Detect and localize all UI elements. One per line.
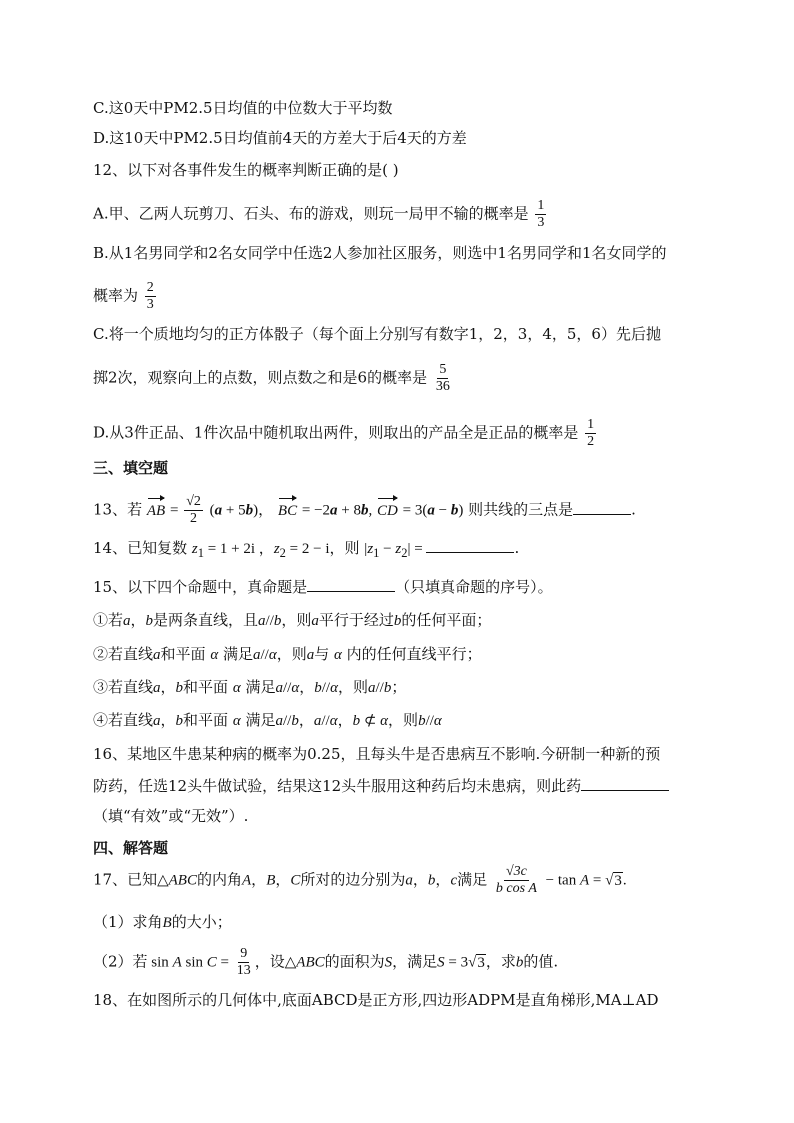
p2-post: ，则	[276, 645, 307, 663]
q17-mid3: 满足	[457, 870, 488, 889]
q13-suffix: 则共线的三点是	[468, 500, 574, 519]
p1-pre: ①若	[93, 611, 124, 629]
q13-prefix: 13、若	[93, 500, 143, 519]
option-d-q11: D.这10天中PM2.5日均值前4天的方差大于后4天的方差	[93, 129, 467, 147]
q15-text: 15、以下四个命题中，真命题是	[93, 578, 308, 596]
p4-pre: ④若直线	[93, 711, 154, 729]
option-c-text: 掷2次，观察向上的点数，则点数之和是6的概率是	[93, 368, 428, 387]
fraction-b-den: 3	[146, 297, 154, 312]
option-b-q12-line2	[93, 280, 158, 313]
fraction-a-den: 3	[537, 215, 545, 230]
p1-end: 的任何平面；	[401, 611, 492, 629]
vector-ab: AB	[146, 502, 166, 519]
fraction-ab	[184, 494, 203, 527]
fraction-d-num: 1	[587, 417, 595, 432]
option-d-q12	[93, 417, 598, 450]
fraction-c	[434, 362, 452, 395]
fraction-c-num: 5	[439, 362, 447, 377]
answer-blank-16	[581, 776, 669, 791]
option-b-text: 概率为	[93, 286, 139, 305]
p3-mid2: 满足	[245, 678, 276, 696]
q17-2-mid3: ，满足	[392, 952, 438, 971]
fraction-d	[585, 417, 596, 450]
fraction-q17b-den: 13	[236, 963, 251, 978]
fraction-a-num: 1	[537, 198, 545, 213]
q17-2-mid: ，设	[254, 952, 285, 971]
question-18: 18、在如图所示的几何体中,底面ABCD是正方形,四边形ADPM是直角梯形,MA⊥AD	[93, 991, 659, 1009]
option-a-text: A.甲、乙两人玩剪刀、石头、布的游戏，则玩一局甲不输的概率是	[93, 204, 529, 223]
fraction-ab-num: √2	[186, 494, 201, 509]
fraction-q17b-num: 9	[240, 946, 248, 961]
fraction-a	[535, 198, 546, 231]
q14-mid: ，则	[329, 539, 360, 557]
section-heading-solutions: 四、解答题	[93, 839, 169, 857]
q17-2-pre: （2）若	[93, 952, 148, 971]
question-14: 14、已知复数 $z_1 = 1 + 2i$ ，$z_2 = 2 - i$，则 $|z_1 - z_2|$ = .	[93, 539, 520, 560]
q17-2-mid2: 的面积为	[324, 952, 385, 971]
answer-blank-14	[426, 538, 514, 553]
question-13: 13、若 AB = $\frac{√2}{2}$ (a + 5b)， BC = −2a + 8b, CD = 3(a − b) 则共线的三点是 .	[93, 494, 636, 526]
proposition-2: ②若直线a和平面 α 满足a//α，则a与 α 内的任何直线平行；	[93, 645, 482, 663]
p1-post: 平行于经过	[318, 611, 394, 629]
question-16-line1: 16、某地区牛患某种病的概率为0.25，且每头牛是否患病互不影响.今研制一种新的预	[93, 745, 661, 763]
question-17: 17、已知△ABC的内角A，B，C所对的边分别为a，b，c满足 $\frac{√3c}{\text{b cos A}}$ − tan A = √3.	[93, 864, 627, 896]
q16b-text: 防药，任选12头牛做试验，结果这12头牛服用这种药后均未患病，则此药	[93, 777, 582, 795]
q17-2-post: ，求	[485, 952, 516, 971]
fraction-q17-den: b cos A	[495, 881, 537, 896]
section-heading-fill-in: 三、填空题	[93, 459, 169, 477]
fraction-q17	[494, 864, 539, 897]
option-c-q12-line1: C.将一个质地均匀的正方体骰子（每个面上分别写有数字1，2，3，4，5，6）先后抛	[93, 325, 661, 343]
option-a-q12	[93, 198, 548, 231]
q17-2-end: 的值.	[523, 952, 559, 971]
proposition-3: ③若直线a，b和平面 α 满足a//α，b//α，则a//b；	[93, 678, 407, 696]
question-16-line2	[93, 776, 669, 796]
p3-post: ，则	[337, 678, 368, 696]
vector-cd: CD	[377, 502, 398, 519]
q17-mid: 的内角	[196, 870, 242, 889]
q14-prefix: 14、已知复数	[93, 539, 188, 557]
p3-pre: ③若直线	[93, 678, 154, 696]
q17-1-text: （1）求角	[93, 913, 163, 931]
p4-mid: 和平面	[183, 711, 229, 729]
question-17-part2: （2）若 sin A sin C = $\frac{9}{13}$ ，设△ABC的面积为S，满足S = 3√3，求b的值.	[93, 946, 559, 978]
q17-pre: 17、已知	[93, 870, 158, 889]
question-17-part1: （1）求角B的大小；	[93, 913, 232, 931]
fraction-b	[145, 280, 156, 313]
proposition-1: ①若a，b是两条直线，且a//b，则a平行于经过b的任何平面；	[93, 611, 492, 629]
p2-end: 内的任何直线平行；	[346, 645, 482, 663]
fraction-b-num: 2	[146, 280, 154, 295]
p2-mid: 和平面	[160, 645, 206, 663]
option-c-q12-line2	[93, 362, 454, 395]
p3-mid: 和平面	[183, 678, 229, 696]
vector-bc: BC	[277, 502, 298, 519]
fraction-d-den: 2	[587, 434, 595, 449]
p1-mid: 是两条直线，且	[153, 611, 259, 629]
p2-pre: ②若直线	[93, 645, 154, 663]
question-16-line3: （填“有效”或“无效”）.	[93, 807, 249, 825]
answer-blank-15	[307, 577, 395, 592]
q17-1-end: 的大小；	[171, 913, 232, 931]
q15-hint: （只填真命题的序号）。	[395, 578, 553, 596]
option-d-text: D.从3件正品、1件次品中随机取出两件，则取出的产品全是正品的概率是	[93, 423, 579, 442]
q17-mid2: 所对的边分别为	[300, 870, 406, 889]
fraction-q17b	[235, 946, 253, 979]
answer-blank-13	[573, 500, 631, 515]
p2-mid2: 满足	[222, 645, 253, 663]
p4-mid2: 满足	[245, 711, 276, 729]
proposition-4: ④若直线a，b和平面 α 满足a//b，a//α，b ⊄ α，则b//α	[93, 711, 442, 729]
option-b-q12-line1: B.从1名男同学和2名女同学中任选2人参加社区服务，则选中1名男同学和1名女同学的	[93, 244, 667, 262]
fraction-c-den: 36	[435, 379, 450, 394]
question-12: 12、以下对各事件发生的概率判断正确的是( )	[93, 161, 399, 179]
p4-post: ，则	[388, 711, 419, 729]
fraction-q17-num: √3c	[505, 864, 527, 879]
option-c-q11: C.这0天中PM2.5日均值的中位数大于平均数	[93, 99, 393, 117]
question-15	[93, 577, 553, 597]
fraction-ab-den: 2	[190, 511, 198, 526]
